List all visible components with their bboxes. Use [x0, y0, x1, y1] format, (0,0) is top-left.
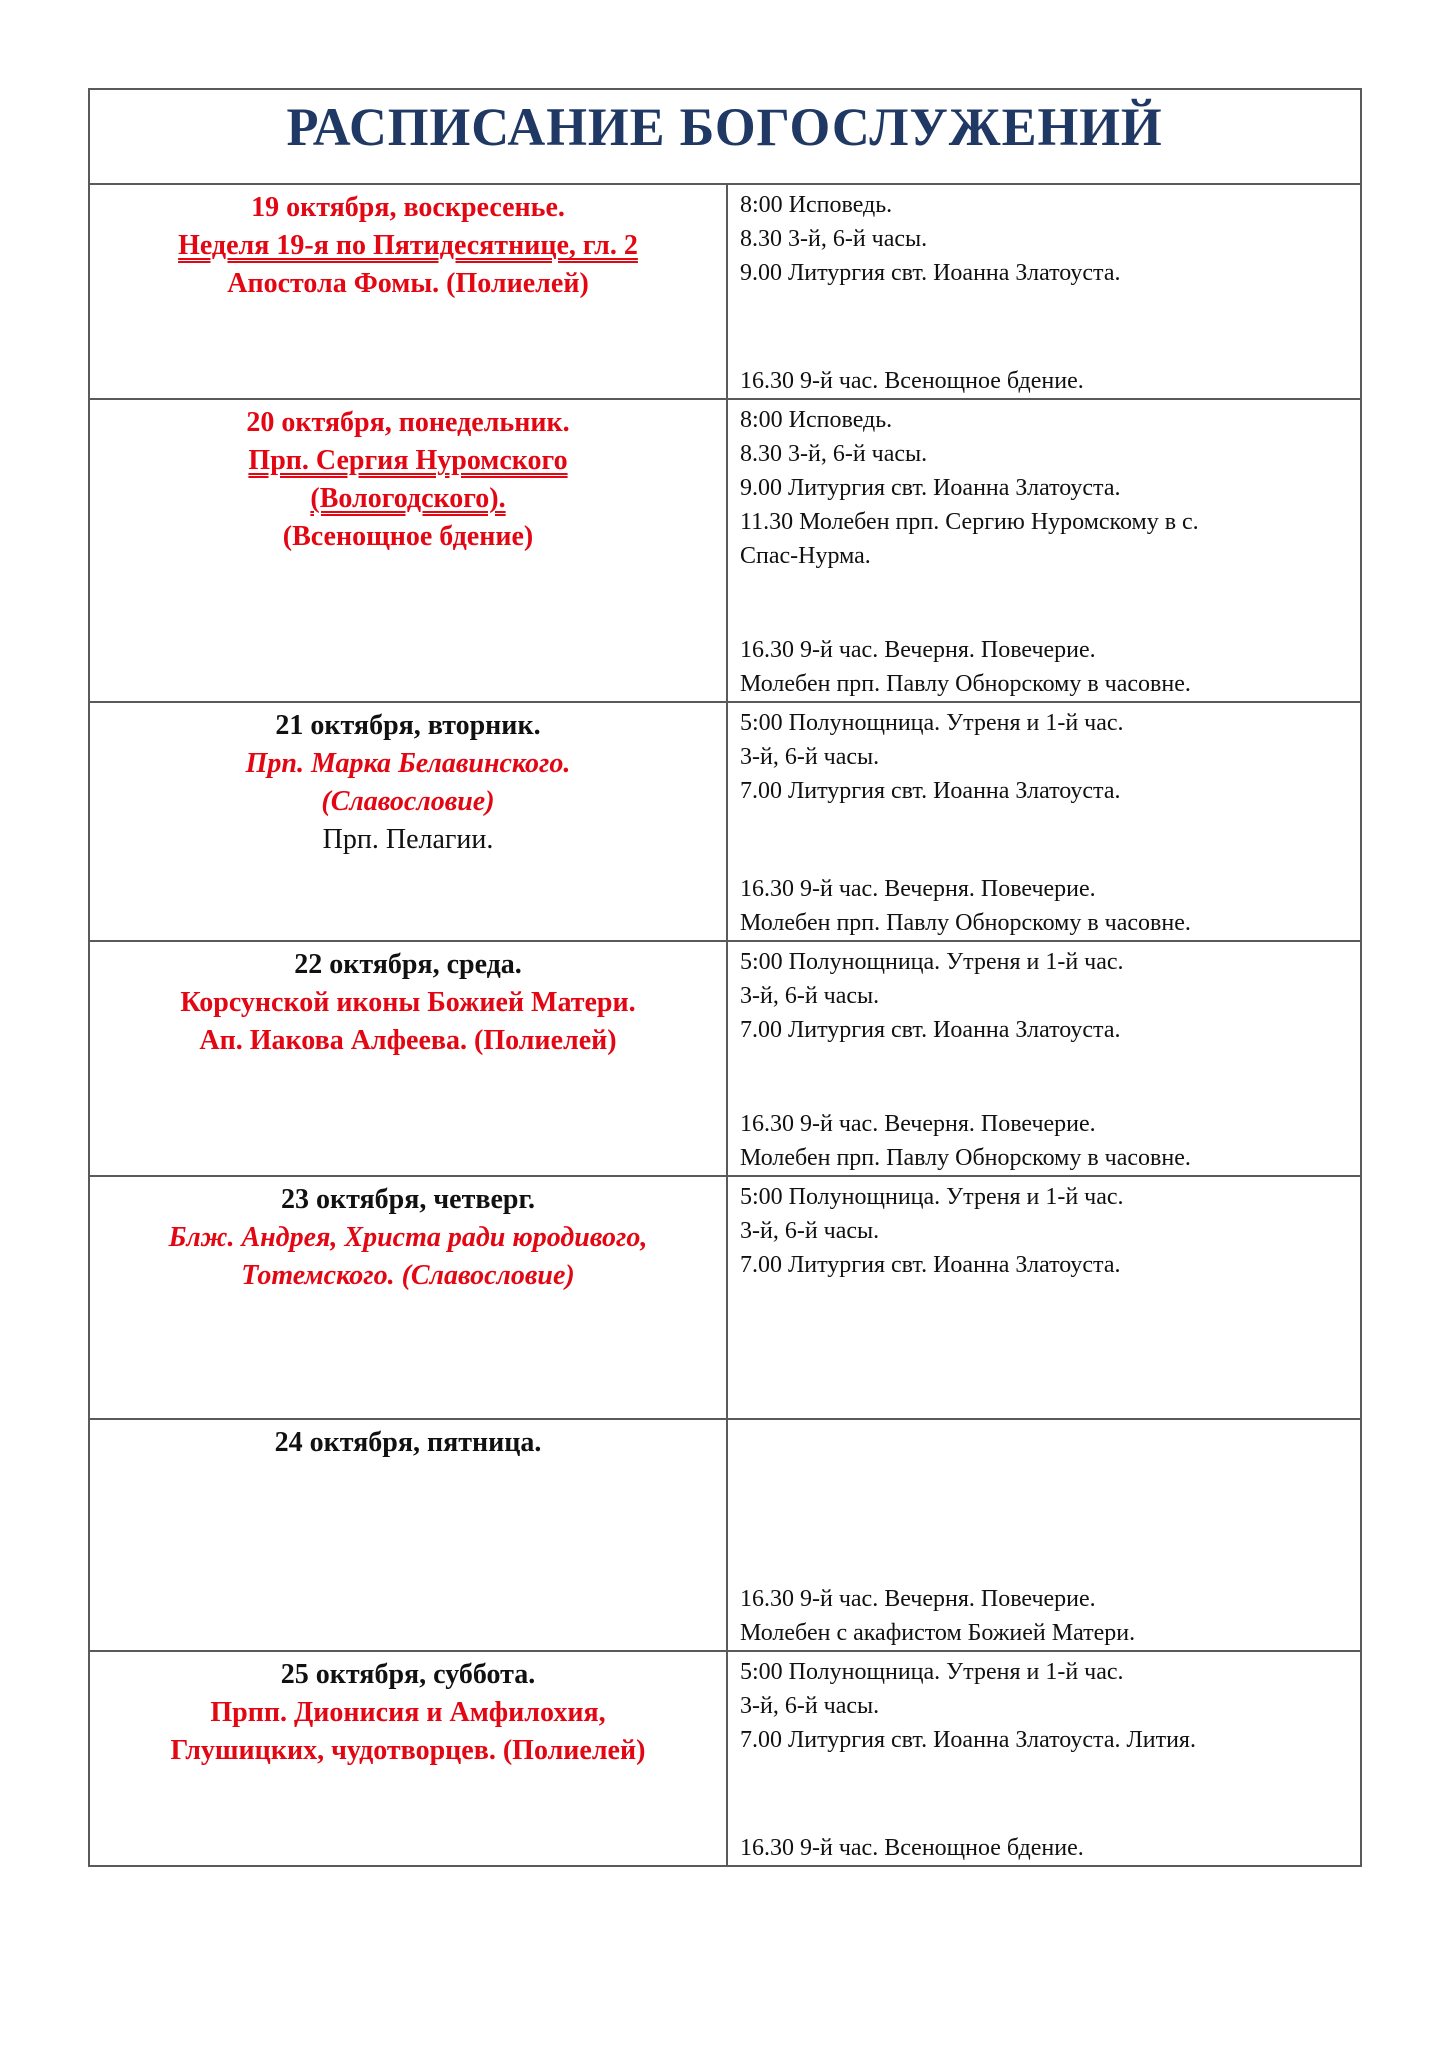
service-line: 5:00 Полунощница. Утреня и 1-й час.	[740, 1659, 1124, 1685]
schedule-table	[88, 88, 1362, 1867]
services-list	[740, 1423, 1350, 1650]
service-line: 8:00 Исповедь.	[740, 407, 893, 433]
service-line: 11.30 Молебен прп. Сергию Нуромскому в с.	[740, 509, 1199, 535]
day-info-cell	[89, 399, 727, 702]
evening-services	[740, 364, 1350, 398]
service-line: 3-й, 6-й часы.	[740, 744, 880, 770]
morning-services	[740, 403, 1350, 573]
service-line: 7.00 Литургия свт. Иоанна Златоуста. Лития.	[740, 1727, 1196, 1753]
morning-services	[740, 188, 1350, 290]
feast-line: (Славословие)	[321, 786, 495, 817]
schedule-sheet	[88, 88, 1360, 1867]
feast-line: Тотемского. (Славословие)	[241, 1260, 575, 1291]
service-line: 7.00 Литургия свт. Иоанна Златоуста.	[740, 778, 1121, 804]
service-line: 16.30 9-й час. Всенощное бдение.	[740, 1835, 1084, 1861]
day-info-cell	[89, 1651, 727, 1866]
morning-services	[740, 1180, 1350, 1282]
feast-line	[100, 442, 716, 480]
service-line: 8:00 Исповедь.	[740, 192, 893, 218]
day-info-cell	[89, 941, 727, 1176]
service-line: 5:00 Полунощница. Утреня и 1-й час.	[740, 710, 1124, 736]
day-row	[89, 1176, 1361, 1419]
feast-line: Прпп. Дионисия и Амфилохия,	[210, 1697, 606, 1728]
service-line: Молебен прп. Павлу Обнорскому в часовне.	[740, 671, 1191, 697]
service-line: Молебен прп. Павлу Обнорскому в часовне.	[740, 1145, 1191, 1171]
service-line: 8.30 3-й, 6-й часы.	[740, 226, 928, 252]
feast-line: Прп. Марка Белавинского.	[245, 748, 571, 779]
evening-services	[740, 1107, 1350, 1175]
service-line: 16.30 9-й час. Вечерня. Повечерие.	[740, 876, 1096, 902]
services-cell	[727, 1176, 1361, 1419]
services-cell	[727, 702, 1361, 941]
evening-services	[740, 1582, 1350, 1650]
day-date: 25 октября, суббота.	[280, 1659, 536, 1690]
services-cell	[727, 1651, 1361, 1866]
day-row	[89, 702, 1361, 941]
feast-line: (Всенощное бдение)	[282, 521, 534, 552]
services-list	[740, 945, 1350, 1175]
feast-line-underlined-text: Прп. Сергия Нуромского	[248, 445, 568, 476]
services-list	[740, 403, 1350, 701]
morning-services	[740, 945, 1350, 1047]
feast-line: Глушицких, чудотворцев. (Полиелей)	[170, 1735, 646, 1766]
page-title: РАСПИСАНИЕ БОГОСЛУЖЕНИЙ	[286, 97, 1164, 157]
service-line: Молебен прп. Павлу Обнорскому в часовне.	[740, 910, 1191, 936]
services-list	[740, 1180, 1350, 1418]
services-list	[740, 1655, 1350, 1865]
services-cell	[727, 1419, 1361, 1651]
service-line: 16.30 9-й час. Вечерня. Повечерие.	[740, 1586, 1096, 1612]
title-cell	[89, 89, 1361, 184]
feast-line: Апостола Фомы. (Полиелей)	[227, 268, 589, 299]
day-row	[89, 1651, 1361, 1866]
service-line: Спас-Нурма.	[740, 543, 871, 569]
day-info-cell	[89, 184, 727, 399]
service-line: 5:00 Полунощница. Утреня и 1-й час.	[740, 949, 1124, 975]
feast-line: Корсунской иконы Божией Матери.	[180, 987, 636, 1018]
service-line: 7.00 Литургия свт. Иоанна Златоуста.	[740, 1017, 1121, 1043]
service-line: Молебен с акафистом Божией Матери.	[740, 1620, 1136, 1646]
service-line: 16.30 9-й час. Вечерня. Повечерие.	[740, 637, 1096, 663]
day-info-cell	[89, 1419, 727, 1651]
day-date: 21 октября, вторник.	[275, 710, 541, 741]
day-row	[89, 399, 1361, 702]
day-info-cell	[89, 702, 727, 941]
day-info-cell	[89, 1176, 727, 1419]
day-row	[89, 184, 1361, 399]
day-date: 24 октября, пятница.	[274, 1427, 542, 1458]
service-line: 16.30 9-й час. Вечерня. Повечерие.	[740, 1111, 1096, 1137]
evening-services	[740, 633, 1350, 701]
morning-services	[740, 1655, 1350, 1757]
services-list	[740, 188, 1350, 398]
service-line: 9.00 Литургия свт. Иоанна Златоуста.	[740, 475, 1121, 501]
feast-line	[100, 227, 716, 265]
service-line: 3-й, 6-й часы.	[740, 1218, 880, 1244]
services-cell	[727, 184, 1361, 399]
title-row	[89, 89, 1361, 184]
day-date: 23 октября, четверг.	[280, 1184, 536, 1215]
morning-services	[740, 706, 1350, 808]
feast-line-underlined-text: (Вологодского).	[310, 483, 506, 514]
day-date: 20 октября, понедельник.	[246, 407, 570, 438]
services-cell	[727, 941, 1361, 1176]
service-line: 9.00 Литургия свт. Иоанна Златоуста.	[740, 260, 1121, 286]
service-line: 5:00 Полунощница. Утреня и 1-й час.	[740, 1184, 1124, 1210]
day-row	[89, 1419, 1361, 1651]
day-date: 22 октября, среда.	[294, 949, 522, 980]
service-line: 3-й, 6-й часы.	[740, 1693, 880, 1719]
feast-line: Блж. Андрея, Христа ради юродивого,	[168, 1222, 648, 1253]
service-line: 7.00 Литургия свт. Иоанна Златоуста.	[740, 1252, 1121, 1278]
feast-line: Прп. Пелагии.	[322, 824, 494, 855]
service-line: 16.30 9-й час. Всенощное бдение.	[740, 368, 1084, 394]
evening-services	[740, 1831, 1350, 1865]
service-line: 8.30 3-й, 6-й часы.	[740, 441, 928, 467]
services-cell	[727, 399, 1361, 702]
feast-line-underlined-text: Неделя 19-я по Пятидесятнице, гл. 2	[178, 230, 638, 261]
services-list	[740, 706, 1350, 940]
day-row	[89, 941, 1361, 1176]
day-date: 19 октября, воскресенье.	[251, 192, 565, 223]
feast-line: Ап. Иакова Алфеева. (Полиелей)	[199, 1025, 617, 1056]
evening-services	[740, 872, 1350, 940]
service-line: 3-й, 6-й часы.	[740, 983, 880, 1009]
feast-line	[100, 480, 716, 518]
